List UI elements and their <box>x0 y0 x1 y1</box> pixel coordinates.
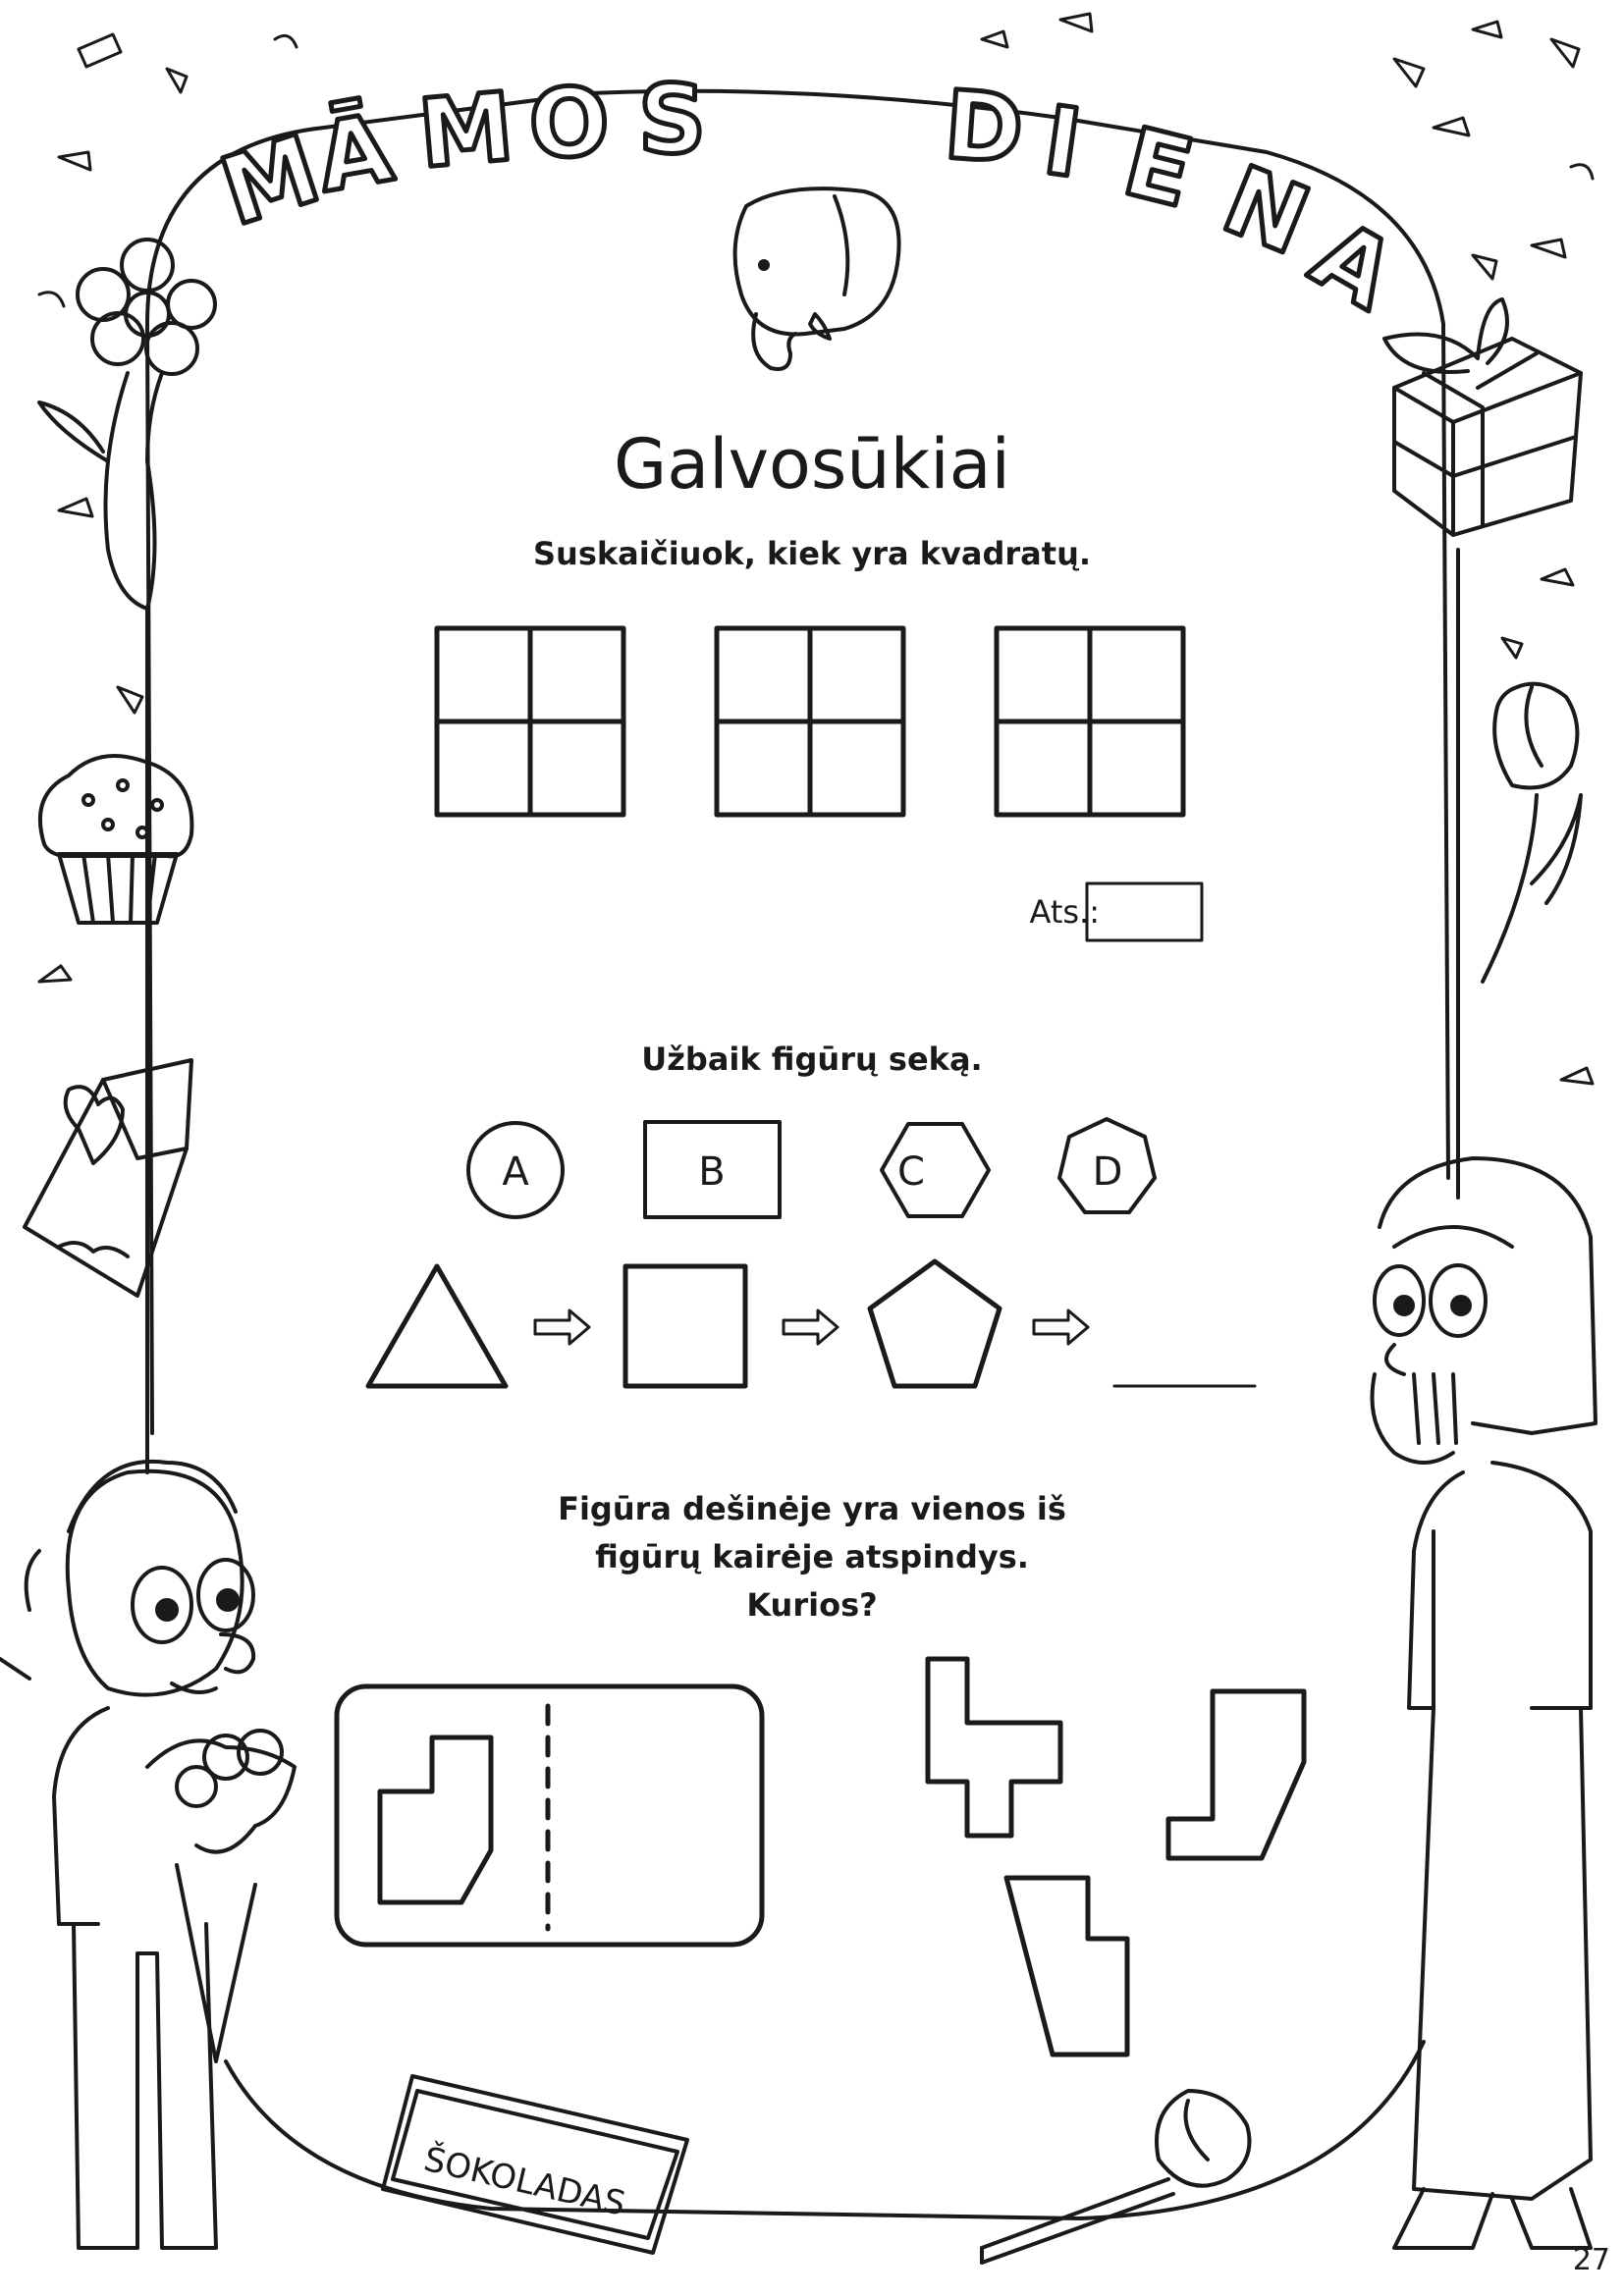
banner-letter: A <box>1294 198 1413 332</box>
option-label: C <box>897 1149 925 1195</box>
banner-letter: S <box>638 65 707 175</box>
banner-letter: E <box>1113 106 1204 230</box>
elephant-icon <box>735 188 899 369</box>
option-b[interactable] <box>645 1122 780 1217</box>
square-grid-1 <box>437 628 623 815</box>
chocolate-label: ŠOKOLADAS <box>419 2139 629 2224</box>
page-number: 27 <box>1572 2243 1610 2277</box>
option-label: B <box>698 1149 726 1195</box>
page-title: Galvosūkiai <box>613 424 1010 505</box>
arrow-right-icon <box>784 1310 838 1344</box>
answer-box[interactable] <box>1087 883 1202 940</box>
sequence-triangle <box>368 1266 506 1386</box>
choice-shape-3[interactable] <box>1006 1878 1127 2055</box>
reflection-choices <box>928 1659 1304 2055</box>
banner-letter: I <box>1037 84 1088 199</box>
sequence-question: Užbaik figūrų seką. <box>641 1041 983 1078</box>
square-grid-3 <box>997 628 1183 815</box>
arrow-right-icon <box>535 1310 589 1344</box>
reflection-question-line-2: figūrų kairėje atspindys. <box>595 1538 1029 1575</box>
banner-letter: M <box>414 72 518 189</box>
reflection-question-line-3: Kurios? <box>746 1586 878 1624</box>
option-label: D <box>1092 1149 1123 1195</box>
choice-shape-2[interactable] <box>1168 1691 1304 1858</box>
option-label: A <box>502 1149 529 1195</box>
choice-shape-1[interactable] <box>928 1659 1060 1836</box>
mom-figure <box>1373 1158 1597 2248</box>
sequence-options <box>468 1119 1155 1217</box>
option-d[interactable] <box>1059 1119 1155 1212</box>
flower-icon <box>39 240 215 609</box>
banner-title <box>208 65 1412 331</box>
frame-border <box>147 91 1448 1433</box>
option-a[interactable] <box>468 1123 563 1217</box>
square-grid-2 <box>717 628 903 815</box>
rose-icon <box>982 2091 1250 2263</box>
reflection-question <box>370 1485 1254 1629</box>
option-c[interactable] <box>882 1124 989 1216</box>
banner-letter: D <box>941 70 1027 186</box>
arrow-right-icon <box>1034 1310 1088 1344</box>
banner-letter: Ā <box>308 92 401 214</box>
sequence-pentagon <box>870 1261 1000 1386</box>
muffin-icon <box>40 756 192 923</box>
banner-letter: N <box>1209 144 1324 277</box>
squares-puzzle <box>437 628 1183 815</box>
banner-letter: O <box>526 67 612 180</box>
chocolate-bar-icon <box>383 2076 687 2253</box>
reflection-panel <box>337 1686 762 1945</box>
banner-letter: M <box>208 113 332 247</box>
boy-with-bouquet <box>0 1462 295 2248</box>
reflection-question-line-1: Figūra dešinėje yra vienos iš <box>558 1490 1066 1527</box>
greeting-card-icon <box>25 1060 191 1296</box>
shape-sequence <box>368 1261 1255 1386</box>
squares-question: Suskaičiuok, kiek yra kvadratų. <box>533 535 1091 572</box>
sequence-square <box>625 1266 745 1386</box>
gift-icon <box>1384 299 1581 535</box>
answer-label: Ats.: <box>1029 893 1100 931</box>
